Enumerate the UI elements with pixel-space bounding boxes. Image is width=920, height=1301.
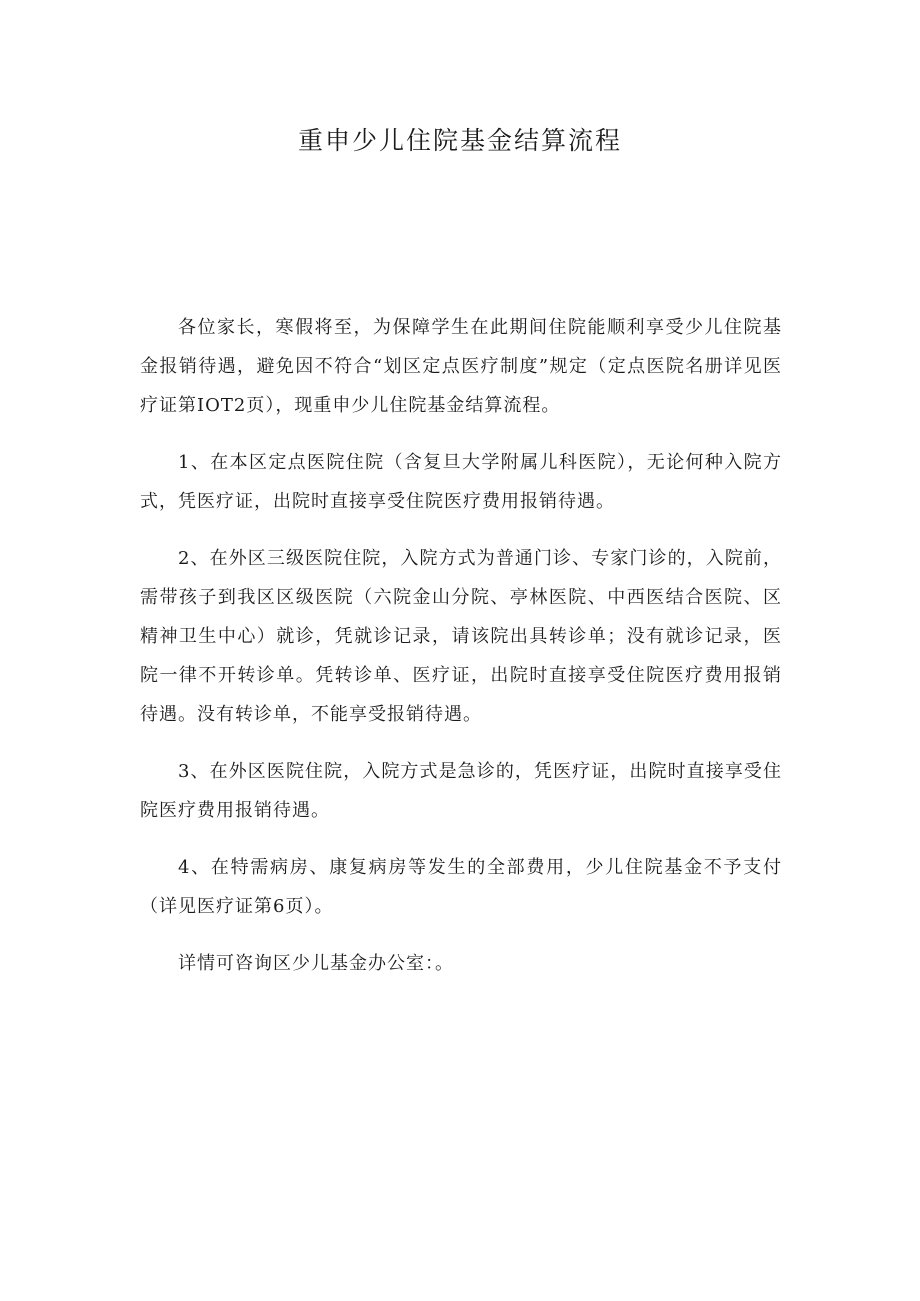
paragraph-contact: 详情可咨询区少儿基金办公室：。	[178, 953, 454, 974]
document-body	[140, 308, 782, 1001]
document-title: 重申少儿住院基金结算流程	[297, 126, 622, 155]
paragraph-item-3: 3、在外区医院住院，入院方式是急诊的，凭医疗证，出院时直接享受住院医疗费用报销待遇。	[140, 761, 782, 821]
paragraph-item-4: 4、在特需病房、康复病房等发生的全部费用，少儿住院基金不予支付（详见医疗证第6页）。	[140, 857, 782, 917]
paragraph-item-2: 2、在外区三级医院住院，入院方式为普通门诊、专家门诊的，入院前，需带孩子到我区区级医院（六院金山分院、亭林医院、中西医结合医院、区精神卫生中心）就诊，凭就诊记录，请该院出具转诊单；没有就诊记录，医院一律不开转诊单。凭转诊单、医疗证，出院时直接享受住院医疗费用报销待遇。没有转诊单，不能享受报销待遇。	[140, 548, 782, 725]
paragraph-intro: 各位家长，寒假将至，为保障学生在此期间住院能顺利享受少儿住院基金报销待遇，避免因不符合“划区定点医疗制度”规定（定点医院名册详见医疗证第IOT2页），现重申少儿住院基金结算流程。	[140, 317, 782, 416]
paragraph-item-1: 1、在本区定点医院住院（含复旦大学附属儿科医院），无论何种入院方式，凭医疗证，出院时直接享受住院医疗费用报销待遇。	[140, 452, 782, 512]
